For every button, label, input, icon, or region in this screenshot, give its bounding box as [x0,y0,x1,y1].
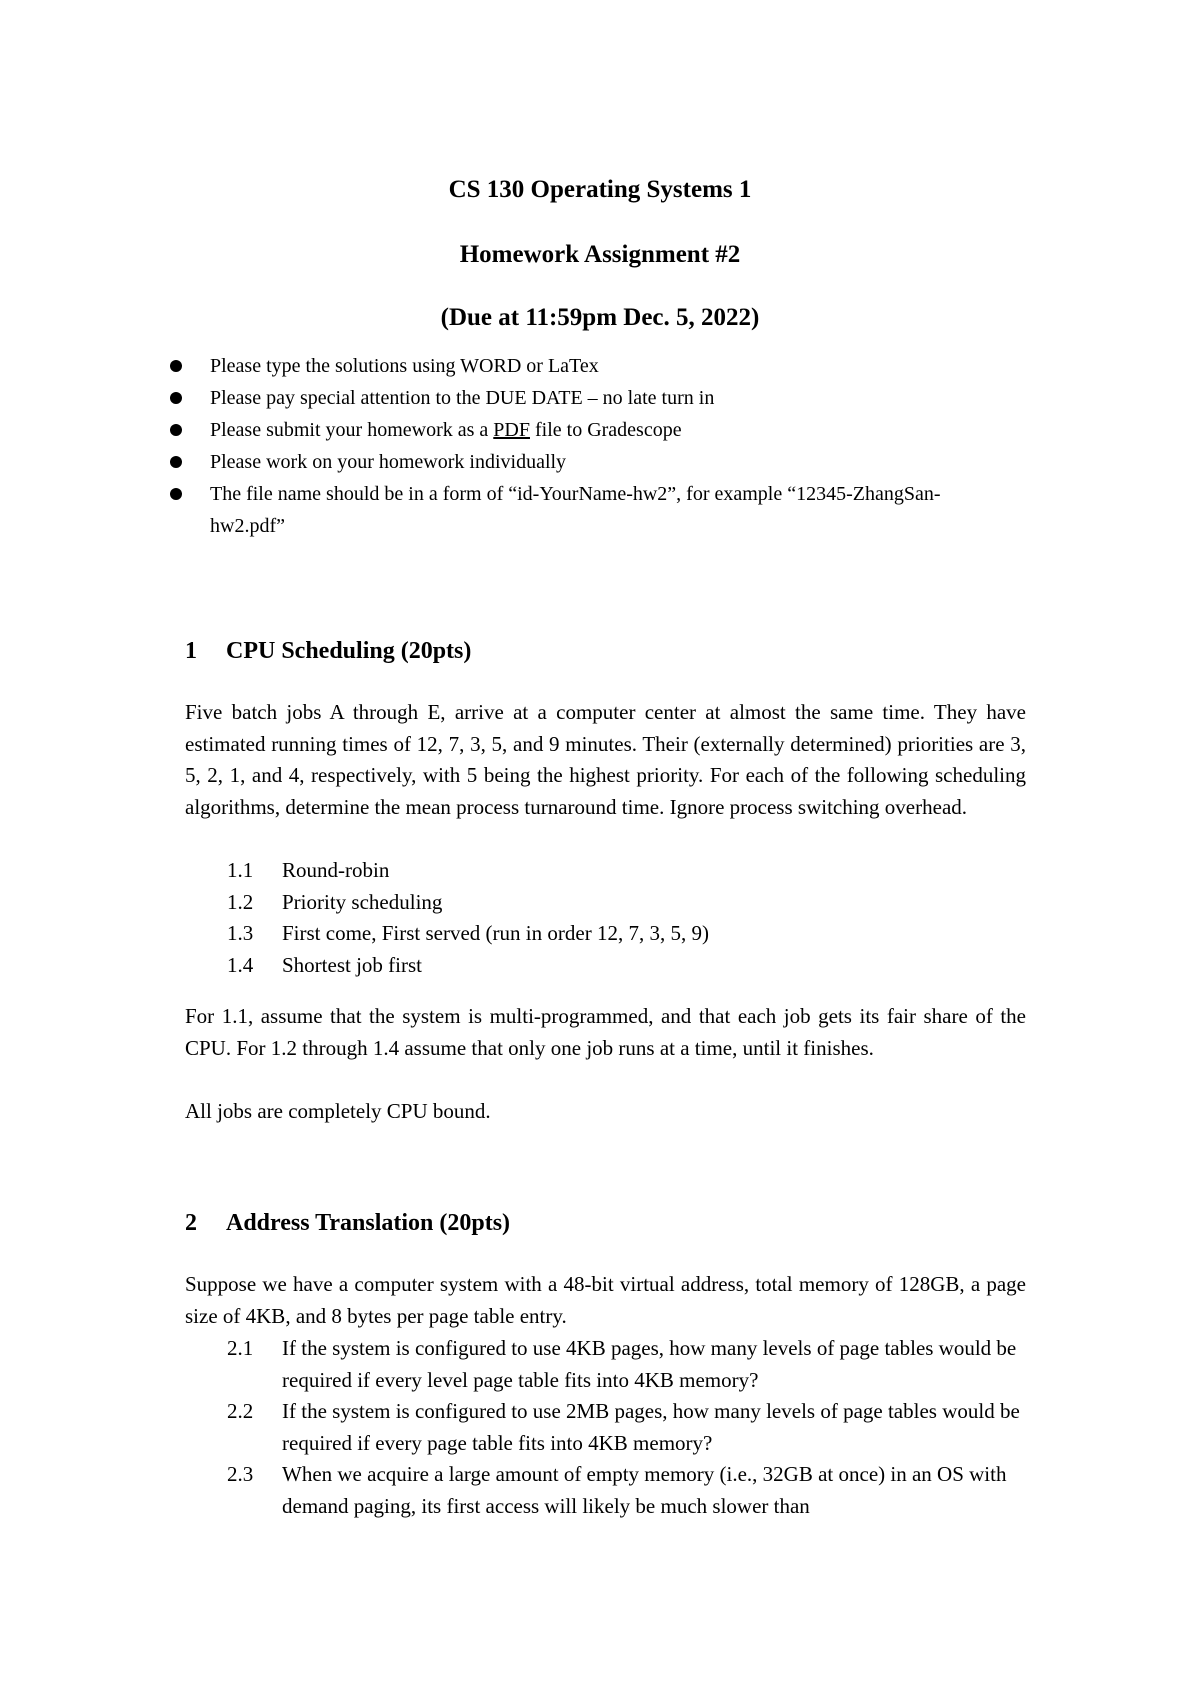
course-title: CS 130 Operating Systems 1 [448,176,752,203]
subitem-text: First come, First served (run in order 12, 7, 3, 5, 9) [282,921,709,945]
section-title: CPU Scheduling (20pts) [226,638,472,664]
section-number: 2 [185,1210,197,1236]
bullet-dot-icon [170,456,182,468]
section-number: 1 [185,638,197,664]
subitem-text: Priority scheduling [282,889,443,914]
subitem [227,950,1027,982]
instruction-item [168,414,948,446]
instruction-text: Please work on your homework individually [210,451,567,473]
instruction-item [168,382,948,414]
bullet-dot-icon [170,360,182,372]
subitem-number: 2.2 [227,1399,254,1423]
subitem-text: When we acquire a large amount of empty memory (i.e., 32GB at once) in an OS with demand paging, its first access will likely be much slower than [282,1462,1007,1518]
subitem-text: If the system is configured to use 2MB pages, how many levels of page tables would be required if every page table fits into 4KB memory? [282,1399,1020,1455]
subitem [227,1333,1027,1396]
section-1-note: For 1.1, assume that the system is multi-programmed, and that each job gets its fair share of the CPU. For 1.2 through 1.4 assume that only one job runs at a time, until it finishes. [185,1004,1026,1060]
subitem-number: 2.1 [227,1336,254,1360]
subitem-number: 1.2 [227,889,254,914]
due-date: (Due at 11:59pm Dec. 5, 2022) [440,304,760,331]
section-1-intro: Five batch jobs A through E, arrive at a computer center at almost the same time. They have estimated running times of 12, 7, 3, 5, and 9 minutes. Their (externally determined) priorities are 3, 5, 2, 1, and 4, respectively, with 5 being the highest priority. For each of the following scheduling algorithms, determine the mean process turnaround time. Ignore process switching overhead. [185,700,1026,819]
instruction-text: The file name should be in a form of “id-YourName-hw2”, for example “12345-ZhangSan-hw2.pdf” [210,483,941,537]
subitem-number: 2.3 [227,1462,254,1486]
section-title: Address Translation (20pts) [226,1210,511,1236]
section-heading-cpu-scheduling [185,636,471,666]
subitem-text: If the system is configured to use 4KB pages, how many levels of page tables would be required if every level page table fits into 4KB memory? [282,1336,1017,1392]
pdf-underlined-text: PDF [493,419,530,441]
subitem-number: 1.4 [227,952,254,977]
bullet-dot-icon [170,424,182,436]
instruction-text-after: file to Gradescope [529,419,682,441]
instruction-item [168,446,948,478]
section-2-intro: Suppose we have a computer system with a 48-bit virtual address, total memory of 128GB, a page size of 4KB, and 8 bytes per page table entry. [185,1272,1026,1328]
instruction-text: Please pay special attention to the DUE DATE – no late turn in [210,387,715,409]
instruction-item [168,350,948,382]
subitem [227,855,1027,887]
subitem [227,1459,1027,1522]
subitem [227,887,1027,919]
bullet-dot-icon [170,392,182,404]
section-2-subitem-list [227,1333,1027,1522]
section-1-subitem-list [227,855,1027,981]
assignment-title: Homework Assignment #2 [459,241,741,268]
instruction-text-before: Please submit your homework as a [210,419,494,441]
instruction-text: Please type the solutions using WORD or LaTex [210,355,599,377]
section-heading-address-translation [185,1208,510,1238]
instruction-item [168,478,948,542]
subitem-text: Round-robin [282,858,390,882]
subitem-number: 1.3 [227,921,254,945]
subitem [227,1396,1027,1459]
section-1-note-cpu-bound: All jobs are completely CPU bound. [185,1099,491,1123]
bullet-dot-icon [170,488,182,500]
subitem-text: Shortest job first [282,952,422,977]
instruction-list [168,350,948,542]
subitem [227,918,1027,950]
subitem-number: 1.1 [227,858,254,882]
